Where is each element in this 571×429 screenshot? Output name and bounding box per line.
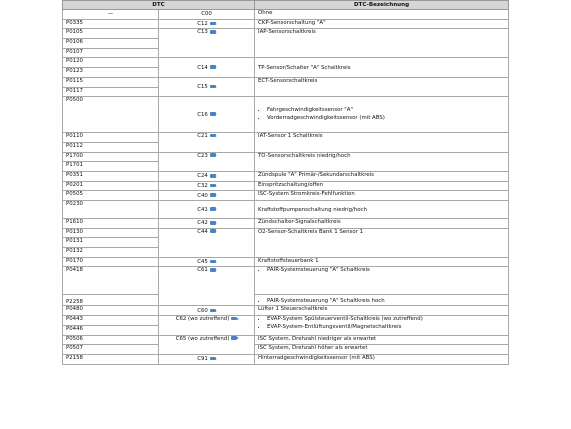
link-icon[interactable] — [231, 317, 237, 321]
c-code[interactable]: C16 — [197, 111, 208, 118]
dtc-code: P0506 — [63, 335, 159, 345]
dtc-code: P0500 — [63, 97, 159, 133]
link-icon[interactable] — [210, 260, 216, 264]
dtc-code: P0123 — [63, 68, 159, 78]
c-code-cell[interactable] — [159, 77, 255, 96]
bullet-item: • PAIR-Systemsteuerung "A" Schaltkreis hoch — [267, 298, 508, 306]
c-code-cell[interactable] — [159, 316, 255, 335]
link-icon[interactable] — [210, 221, 216, 225]
link-icon[interactable] — [210, 65, 216, 69]
dtc-code: P0507 — [63, 345, 159, 355]
table-row — [63, 77, 509, 87]
c-code[interactable]: C45 — [197, 259, 208, 266]
table-row — [63, 58, 509, 68]
dtc-code: — — [63, 10, 159, 20]
dtc-code: P0351 — [63, 171, 159, 181]
dtc-description: TO-Sensorschaltkreis niedrig/hoch — [255, 152, 509, 171]
dtc-code: P0110 — [63, 133, 159, 143]
c-code[interactable]: C44 — [197, 228, 208, 235]
dtc-code: P0480 — [63, 306, 159, 316]
c-code[interactable]: C65 (wo zutreffend) — [175, 335, 230, 342]
dtc-code: P0335 — [63, 19, 159, 29]
table-row — [63, 219, 509, 229]
c-code-cell[interactable] — [159, 171, 255, 181]
c-code-cell[interactable] — [159, 354, 255, 364]
c-code[interactable]: C15 — [197, 84, 208, 90]
bullet-item: • EVAP-System Spülsteuerventil-Schaltkreis (wo zutreffend) — [267, 316, 508, 324]
c-code-cell[interactable] — [159, 267, 255, 306]
link-icon[interactable] — [210, 207, 216, 211]
dtc-code: P0170 — [63, 257, 159, 267]
bullet-item: • Fahrgeschwindigkeitssensor "A" — [267, 107, 508, 115]
c-code-cell[interactable] — [159, 133, 255, 152]
c-code[interactable]: C42 — [197, 220, 208, 227]
header-dtc-description: DTC-Bezeichnung — [255, 1, 509, 10]
dtc-description: Zündschalter-Signalschaltkreis — [255, 219, 509, 229]
dtc-code: P0112 — [63, 142, 159, 152]
table-row — [63, 152, 509, 162]
dtc-code: P0132 — [63, 248, 159, 258]
dtc-code: P1700 — [63, 152, 159, 162]
dtc-code: P0131 — [63, 238, 159, 248]
link-icon[interactable] — [210, 174, 216, 178]
dtc-description: O2-Sensor-Schaltkreis Bank 1 Sensor 1 — [255, 228, 509, 257]
table-row — [63, 295, 509, 306]
dtc-description: Hinterradgeschwindigkeitssensor (mit ABS) — [255, 354, 509, 364]
c-code-cell[interactable] — [159, 201, 255, 219]
dtc-code: P0117 — [63, 87, 159, 97]
dtc-code: P0418 — [63, 267, 159, 295]
table-header-row — [63, 1, 509, 10]
link-icon[interactable] — [210, 85, 216, 89]
dtc-description: Lüfter 1 Steuerschaltkreis — [255, 306, 509, 316]
c-code-cell[interactable] — [159, 152, 255, 171]
link-icon[interactable] — [210, 112, 216, 116]
link-icon[interactable] — [231, 336, 237, 340]
dtc-description: Ohne — [255, 10, 509, 20]
link-icon[interactable] — [210, 134, 216, 138]
description-bullet-list — [258, 298, 508, 306]
dtc-code: P0106 — [63, 39, 159, 49]
dtc-description — [255, 316, 509, 335]
c-code[interactable]: C61 — [197, 267, 208, 274]
dtc-description: ISC System, Drehzahl niedriger als erwartet — [255, 335, 509, 345]
dtc-description: CKP-Sensorschaltung "A" — [255, 19, 509, 29]
table-row — [63, 306, 509, 316]
dtc-description: IAT-Sensor 1 Schaltkreis — [255, 133, 509, 152]
dtc-code: P0107 — [63, 48, 159, 58]
c-code[interactable]: C12 — [197, 21, 208, 28]
dtc-code: P2258 — [63, 295, 159, 306]
table-row — [63, 10, 509, 20]
table-row — [63, 133, 509, 143]
c-code-cell[interactable] — [159, 29, 255, 58]
table-row — [63, 97, 509, 133]
dtc-code: P1701 — [63, 162, 159, 172]
dtc-description — [255, 295, 509, 306]
link-icon[interactable] — [210, 22, 216, 26]
dtc-description: IAP-Sensorschaltkreis — [255, 29, 509, 58]
c-code-cell[interactable] — [159, 219, 255, 229]
dtc-code: P0446 — [63, 325, 159, 335]
dtc-description: ECT-Sensorschaltkreis — [255, 77, 509, 96]
c-code[interactable]: C21 — [197, 133, 208, 140]
dtc-code: P0105 — [63, 29, 159, 39]
dtc-code: P0130 — [63, 228, 159, 238]
c-code[interactable]: C13 — [197, 29, 208, 36]
table-row — [63, 345, 509, 355]
c-code-cell[interactable] — [159, 19, 255, 29]
dtc-description — [255, 97, 509, 133]
table-row — [63, 171, 509, 181]
dtc-code: P0230 — [63, 201, 159, 219]
dtc-description: Kraftstoffpumpenschaltung niedrig/hoch — [255, 201, 509, 219]
dtc-code: P0115 — [63, 77, 159, 87]
dtc-code: P0120 — [63, 58, 159, 68]
link-icon[interactable] — [210, 229, 216, 233]
dtc-description: ISC System, Drehzahl höher als erwartet — [255, 345, 509, 355]
header-dtc: DTC — [63, 1, 255, 10]
c-code[interactable]: C41 — [197, 206, 208, 213]
dtc-description: Kraftstoffsteuerbank 1 — [255, 257, 509, 267]
c-code-cell[interactable] — [159, 58, 255, 77]
table-row — [63, 267, 509, 295]
table-row — [63, 19, 509, 29]
table-row — [63, 191, 509, 201]
c-code-cell[interactable] — [159, 97, 255, 133]
link-icon[interactable] — [210, 184, 216, 188]
dtc-table — [62, 0, 509, 365]
table-row — [63, 335, 509, 345]
dtc-description: ISC-System Stromkreis-Fehlfunktion — [255, 191, 509, 201]
c-code-cell[interactable] — [159, 228, 255, 257]
table-row — [63, 201, 509, 219]
description-bullet-list — [258, 316, 508, 331]
c-code-cell[interactable] — [159, 191, 255, 201]
c-code-cell[interactable] — [159, 181, 255, 191]
c-code[interactable]: C14 — [197, 64, 208, 71]
link-icon[interactable] — [210, 357, 216, 361]
link-icon[interactable] — [210, 30, 216, 34]
dtc-description: Zündspule "A" Primär-/Sekundarschaltkreis — [255, 171, 509, 181]
bullet-item: • EVAP-System-Entlüftungsventil/Magnetschaltkreis — [267, 324, 508, 332]
c-code[interactable]: C40 — [197, 192, 208, 199]
link-icon[interactable] — [210, 193, 216, 197]
table-row — [63, 257, 509, 267]
table-row — [63, 29, 509, 39]
link-icon[interactable] — [210, 268, 216, 272]
c-code[interactable]: C24 — [197, 173, 208, 180]
dtc-code: P0443 — [63, 316, 159, 326]
bullet-item: • Vorderradgeschwindigkeitssensor (mit ABS) — [267, 115, 508, 123]
dtc-description — [255, 267, 509, 295]
dtc-table-container — [62, 0, 508, 365]
dtc-code: P0505 — [63, 191, 159, 201]
c-code[interactable]: C32 — [197, 182, 208, 189]
dtc-code: P0201 — [63, 181, 159, 191]
dtc-code: P2158 — [63, 354, 159, 364]
description-bullet-list — [258, 267, 508, 275]
table-row — [63, 354, 509, 364]
c-code-cell[interactable] — [159, 257, 255, 267]
bullet-item: • PAIR-Systemsteuerung "A" Schaltkreis — [267, 267, 508, 275]
dtc-code: P1610 — [63, 219, 159, 229]
c-code[interactable]: C62 (wo zutreffend) — [175, 316, 230, 323]
c-code: C00 — [159, 10, 255, 20]
c-code[interactable]: C60 — [197, 307, 208, 314]
c-code[interactable]: C91 — [197, 356, 208, 363]
c-code-cell[interactable] — [159, 306, 255, 316]
table-row — [63, 228, 509, 238]
description-bullet-list — [258, 107, 508, 122]
dtc-description: TP-Sensor/Schalter "A" Schaltkreis — [255, 58, 509, 77]
c-code[interactable]: C23 — [197, 152, 208, 159]
dtc-description: Einspritzschaltung/offen — [255, 181, 509, 191]
link-icon[interactable] — [210, 309, 216, 313]
link-icon[interactable] — [210, 153, 216, 157]
table-row — [63, 181, 509, 191]
c-code-cell[interactable] — [159, 335, 255, 354]
table-row — [63, 316, 509, 326]
